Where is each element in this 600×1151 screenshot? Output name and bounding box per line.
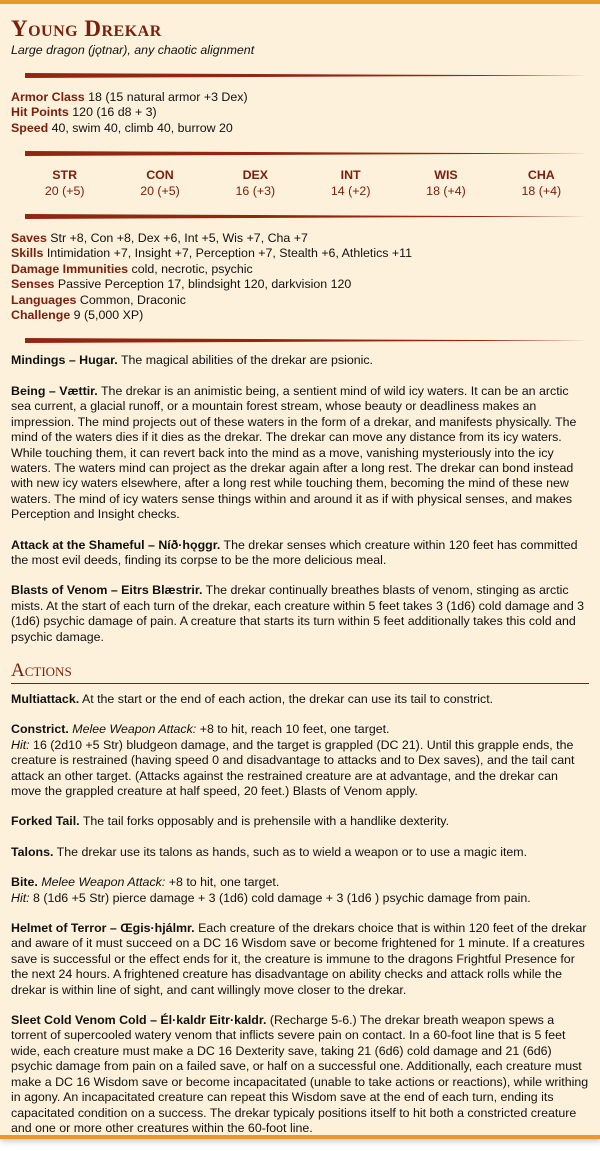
hit-label: Hit: <box>11 737 30 752</box>
speed-value: 40, swim 40, climb 40, burrow 20 <box>51 120 233 135</box>
action-name: Helmet of Terror – Œgis·hjálmr. <box>11 921 195 936</box>
speed-line <box>11 121 589 136</box>
ability-value: 20 (+5) <box>140 183 180 198</box>
attack-text: +8 to hit, reach 10 feet, one target. <box>199 722 390 737</box>
trait-being <box>11 384 589 523</box>
ability-cha <box>494 168 589 199</box>
tapered-rule <box>25 73 589 78</box>
action-text: Each creature of the drekars choice that is within 120 feet of the drekar and aware of it must succeed on a DC 16 Wisdom save or become frightened for 1 minute. If a creatures save is successful or the effect ends for it, the creature is immune to the dragons Frightful Presence for the next 24 hours. A frightened creature has disadvantage on ability checks and attack rolls while the drekar is within line of sight, and cant willingly move closer to the drekar. <box>11 921 587 997</box>
skills-line <box>11 246 589 261</box>
tapered-rule <box>25 214 589 219</box>
action-text: The tail forks opposably and is prehensile with a handlike dexterity. <box>82 814 450 829</box>
action-text: (Recharge 5-6.) The drekar breath weapon spews a torrent of supercooled watery venom that inflicts severe pain on contact. In a 60-foot line that is 5 feet wide, each creature must make a DC 16 Dexterity save, taking 21 (6d6) cold damage and 21 (6d6) psychic damage from pain on a failed save, or half on a successful one. Additionally, each creature must make a DC 16 Wisdom save or become incapacitated (unable to take actions or reactions), while writhing in agony. An incapacitated creature can repeat this Wisdom save at the end of each turn, ending its capacitated condition on a success. The drekar typicaly positions itself to hit both a constricted creature and one or more other creatures within the 60-foot line. <box>11 1013 589 1135</box>
action-name: Talons. <box>11 844 54 859</box>
skills-value: Intimidation +7, Insight +7, Perception +7, Stealth +6, Athletics +11 <box>46 246 413 261</box>
ability-name: CHA <box>527 168 555 183</box>
skills-label: Skills <box>11 246 44 261</box>
trait-text: The drekar continually breathes blasts of venom, stinging as arctic mists. At the start of each turn of the drekar, each creature within 5 feet takes 3 (1d6) cold damage and 3 (1d6) psychic damage of pain. A creature that starts its turn within 5 feet additionally takes this cold and psychic damage. <box>11 583 585 644</box>
ability-dex <box>208 168 303 199</box>
actions-heading: Actions <box>11 660 589 684</box>
creature-type: Large dragon (jǫtnar), any chaotic alignment <box>11 43 255 57</box>
hit-points-label: Hit Points <box>11 105 69 120</box>
action-name: Constrict. <box>11 722 69 737</box>
armor-class-value: 18 (15 natural armor +3 Dex) <box>88 90 248 104</box>
challenge-label: Challenge <box>11 308 71 323</box>
trait-name: Blasts of Venom – Eitrs Blæstrir. <box>11 583 203 598</box>
trait-text: The drekar senses which creature within 120 feet has committed the most evil deeds, finding its corpse to be the more delicious meal. <box>11 537 578 567</box>
armor-class-line <box>11 90 589 105</box>
ability-value: 16 (+3) <box>235 183 276 198</box>
action-helmet-of-terror <box>11 921 589 998</box>
saves-line <box>11 231 589 246</box>
attack-type: Melee Weapon Attack: <box>41 875 166 890</box>
attack-text: +8 to hit, one target. <box>168 875 280 890</box>
trait-name: Mindings – Hugar. <box>11 353 118 368</box>
languages-line <box>11 293 589 308</box>
action-name: Bite. <box>11 875 38 890</box>
ability-value: 14 (+2) <box>330 183 371 198</box>
tapered-rule <box>25 338 589 343</box>
speed-label: Speed <box>11 120 49 135</box>
action-text: The drekar use its talons as hands, such as to wield a weapon or to use a magic item. <box>56 844 528 859</box>
ability-int <box>303 168 398 199</box>
senses-label: Senses <box>11 277 55 292</box>
ability-value: 20 (+5) <box>44 183 85 198</box>
ability-con <box>112 168 207 199</box>
trait-name: Being – Vættir. <box>11 383 98 398</box>
ability-scores <box>11 168 589 199</box>
languages-label: Languages <box>11 292 77 307</box>
armor-class-label: Armor Class <box>11 90 85 104</box>
hit-points-line <box>11 105 589 120</box>
languages-value: Common, Draconic <box>79 292 186 307</box>
action-text: At the start or the end of each action, the drekar can use its tail to constrict. <box>81 691 494 706</box>
action-name: Sleet Cold Venom Cold – Él·kaldr Eitr·kaldr. <box>11 1013 267 1028</box>
challenge-line <box>11 308 589 323</box>
damage-immunities-label: Damage Immunities <box>11 261 129 276</box>
ability-name: CON <box>146 168 174 183</box>
senses-line <box>11 277 589 292</box>
saves-value: Str +8, Con +8, Dex +6, Int +5, Wis +7, Cha +7 <box>50 231 308 246</box>
saves-label: Saves <box>11 231 47 246</box>
trait-blasts-of-venom <box>11 583 589 645</box>
action-multiattack <box>11 692 589 707</box>
attack-type: Melee Weapon Attack: <box>72 722 197 737</box>
ability-value: 18 (+4) <box>426 183 466 198</box>
stat-block-content <box>11 16 589 1151</box>
ability-name: DEX <box>242 168 269 183</box>
ability-wis <box>398 168 493 199</box>
damage-immunities-value: cold, necrotic, psychic <box>131 261 253 276</box>
hit-text: 16 (2d10 +5 Str) bludgeon damage, and the target is grappled (DC 21). Until this grapple ends, the creature is restrained (having speed 0 and disadvantage to attacks and to Dex saves), and the tail cant attack an other target. (Attacks against the restrained creature are at advantage, and the drekar can move the grappled creature at half speed, 20 feet.) Blasts of Venom apply. <box>11 737 575 798</box>
action-bite <box>11 875 589 906</box>
senses-value: Passive Perception 17, blindsight 120, darkvision 120 <box>57 277 352 292</box>
trait-text: The magical abilities of the drekar are psionic. <box>120 353 374 368</box>
ability-str <box>17 168 112 199</box>
creature-name: Young Drekar <box>11 16 162 41</box>
ability-name: WIS <box>434 168 458 183</box>
hit-points-value: 120 (16 d8 + 3) <box>72 105 157 120</box>
challenge-value: 9 (5,000 XP) <box>73 308 144 323</box>
action-name: Multiattack. <box>11 691 80 706</box>
ability-name: INT <box>340 168 361 183</box>
trait-attack-at-the-shameful <box>11 538 589 569</box>
ability-value: 18 (+4) <box>521 183 562 198</box>
action-constrict <box>11 722 589 799</box>
trait-text: The drekar is an animistic being, a sentient mind of wild icy waters. It can be an arctic sea current, a glacial runoff, or a mountain forest stream, whose beauty or deadliness makes an impression. The mind projects out of these waters in the form of a drekar, and manifests physically. The mind of the waters dies if it dies as the drekar. The drekar can move any distance from its icy waters. While touching them, it can revert back into the mind as a move, vanishing mysteriously into the icy waters. The waters mind can project as the drekar again after a long rest. The drekar can bond instead with new icy waters elsewhere, after a long rest while touching them, becoming the mind of these new waters. The mind of icy waters sense things within and around it as if with physical senses, and makes Perception and Insight checks. <box>11 383 577 522</box>
hit-label: Hit: <box>11 890 30 905</box>
action-talons <box>11 845 589 860</box>
action-forked-tail <box>11 814 589 829</box>
action-sleet-cold-venom <box>11 1013 589 1136</box>
trait-mindings <box>11 353 589 368</box>
trait-name: Attack at the Shameful – Níð·hǫggr. <box>11 537 221 552</box>
damage-immunities-line <box>11 262 589 277</box>
ability-name: STR <box>52 168 78 183</box>
action-name: Forked Tail. <box>11 814 80 829</box>
hit-text: 8 (1d6 +5 Str) pierce damage + 3 (1d6) cold damage + 3 (1d6 ) psychic damage from pain. <box>33 890 531 905</box>
tapered-rule <box>25 151 589 156</box>
